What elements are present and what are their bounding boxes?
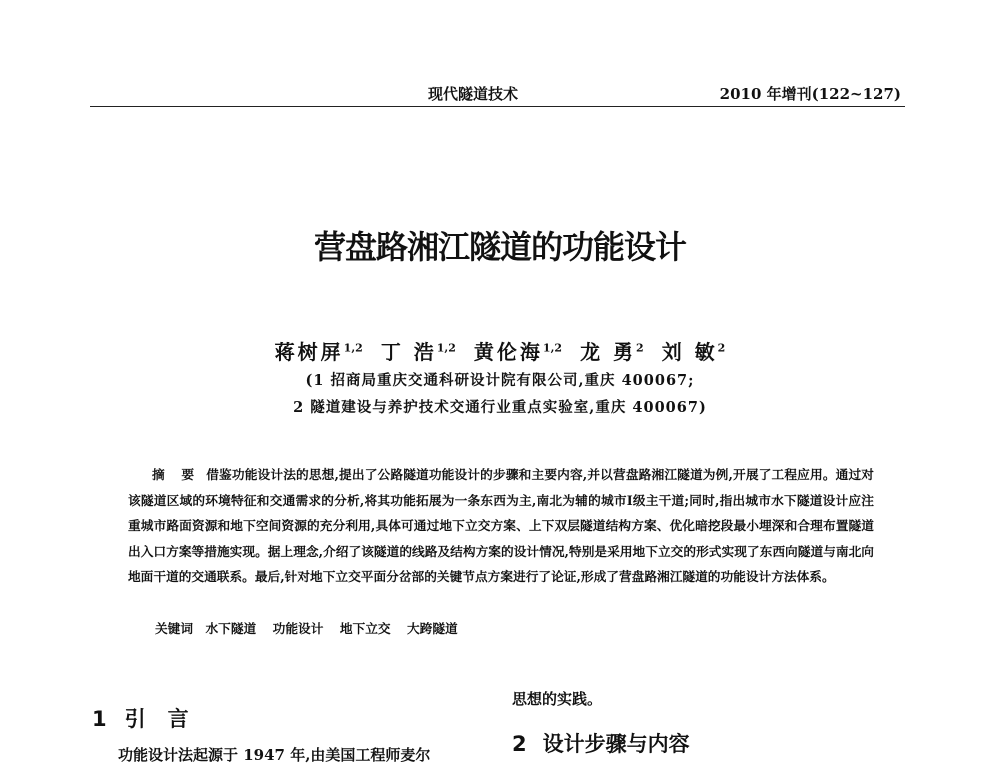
author-name: 蒋树屏 [274, 340, 344, 364]
author-affil-mark: 2 [636, 341, 644, 355]
right-column-text: 思想的实践。 [512, 690, 603, 708]
keyword: 大跨隧道 [407, 621, 458, 636]
affiliation-2: 2 隧道建设与养护技术交通行业重点实验室,重庆 400067) [293, 399, 707, 416]
paper-title: 营盘路湘江隧道的功能设计 [313, 228, 686, 266]
author-name: 龙 勇 [580, 340, 637, 364]
section-title: 设计步骤与内容 [542, 732, 690, 756]
author-name: 丁 浩 [380, 340, 437, 364]
author-list [0, 336, 1000, 365]
author-affil-mark: 1,2 [343, 341, 363, 355]
author-name: 黄伦海 [473, 340, 543, 364]
author-affil-mark: 2 [717, 341, 726, 355]
section-number: 2 [512, 732, 527, 756]
running-header [90, 80, 905, 107]
author-affil-mark: 1,2 [542, 341, 563, 355]
intro-paragraph-line: 功能设计法起源于 1947 年,由美国工程师麦尔 [118, 746, 431, 764]
keyword: 水下隧道 [205, 621, 257, 636]
keywords [155, 618, 470, 637]
section-heading-introduction [92, 703, 211, 733]
keyword: 地下立交 [339, 621, 391, 636]
abstract-label: 摘 要 [152, 467, 201, 482]
affiliation-1: (1 招商局重庆交通科研设计院有限公司,重庆 400067; [305, 372, 695, 389]
journal-name: 现代隧道技术 [428, 85, 519, 103]
section-heading-design-steps [512, 728, 690, 758]
section-number: 1 [92, 707, 107, 731]
author-affil-mark: 1,2 [436, 341, 456, 355]
section-title: 引言 [124, 707, 211, 731]
author-name: 刘 敏 [661, 340, 718, 364]
abstract-text: 借鉴功能设计法的思想,提出了公路隧道功能设计的步骤和主要内容,并以营盘路湘江隧道为例,开展了工程应用。通过对该隧道区域的环境特征和交通需求的分析,将其功能拓展为一条东西为主,南北为辅的城市Ⅰ级主干道;同时,指出城市水下隧道设计应注重城市路面资源和地下空间资源的充分利用,具体可通过地下立交方案、上下双层隧道结构方案、优化暗挖段最小埋深和合理布置隧道出入口方案等措施实现。据上理念,介绍了该隧道的线路及结构方案的设计情况,特别是采用地下立交的形式实现了东西向隧道与南北向地面干道的交通联系。最后,针对地下立交平面分岔部的关键节点方案进行了论证,形成了营盘路湘江隧道的功能设计方法体系。 [128, 467, 874, 584]
keyword: 功能设计 [272, 621, 324, 636]
keywords-label: 关键词 [155, 621, 194, 636]
issue-info: 2010 年增刊(122~127) [719, 85, 901, 103]
abstract [128, 462, 874, 590]
